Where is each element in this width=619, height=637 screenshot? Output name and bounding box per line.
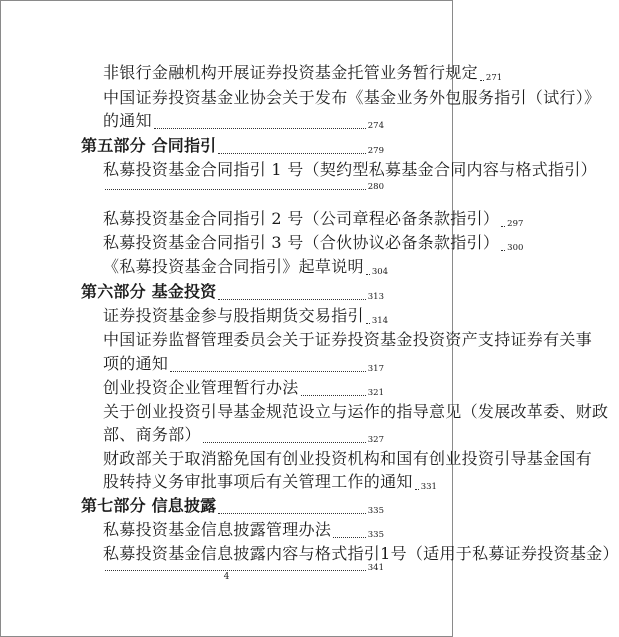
toc-entry[interactable] (103, 254, 389, 277)
toc-entry-title: 私募投资基金信息披露管理办法 (103, 520, 332, 539)
toc-entry-title: 私募投资基金信息披露内容与格式指引1号（适用于私募证券投资基金） (103, 544, 619, 563)
toc-entry[interactable] (103, 60, 503, 83)
toc-part-heading[interactable] (81, 133, 384, 156)
toc-entry-page: 335 (367, 530, 384, 540)
dot-leader (154, 128, 366, 129)
toc-entry-page: 274 (367, 121, 384, 131)
toc-entry-title: 关于创业投资引导基金规范设立与运作的指导意见（发展改革委、财政 (103, 402, 609, 421)
toc-entry-line[interactable] (103, 541, 619, 564)
dot-leader (301, 395, 366, 396)
toc-entry[interactable] (103, 375, 384, 398)
toc-entry-page: 321 (367, 388, 384, 398)
toc-entry[interactable] (103, 469, 437, 492)
toc-part-heading[interactable] (81, 279, 384, 302)
toc-entry-page: 271 (485, 73, 503, 83)
toc-entry-title: 中国证券监督管理委员会关于证券投资基金投资资产支持证券有关事 (103, 330, 593, 349)
toc-entry-page: 331 (420, 482, 437, 492)
toc-entry[interactable] (103, 230, 524, 253)
toc-entry-title: 创业投资企业管理暂行办法 (103, 378, 299, 397)
toc-entry-page: 317 (367, 364, 384, 374)
toc-entry-title: 私募投资基金合同指引 2 号（公司章程必备条款指引） (103, 209, 500, 228)
dot-leader (501, 250, 505, 251)
toc-part-title: 第七部分 信息披露 (81, 496, 217, 515)
toc-entry-title-cont: 部、商务部） (103, 425, 201, 444)
toc-part-title: 第六部分 基金投资 (81, 282, 217, 301)
toc-entry[interactable] (103, 206, 524, 229)
toc-entry-title-cont: 股转持义务审批事项后有关管理工作的通知 (103, 472, 413, 491)
toc-entry-page: 327 (367, 435, 384, 445)
dot-leader (218, 299, 365, 300)
toc-entry-page: 313 (367, 292, 384, 302)
toc-entry-page: 300 (507, 243, 524, 253)
toc-entry-line[interactable] (103, 327, 593, 350)
toc-entry-title-cont: 项的通知 (103, 354, 169, 373)
toc-entry[interactable] (103, 517, 384, 540)
dot-leader (366, 274, 370, 275)
toc-entry-title: 《私募投资基金合同指引》起草说明 (103, 257, 364, 276)
toc-entry-line[interactable] (103, 85, 601, 108)
toc-entry-page: 314 (371, 316, 389, 326)
dot-leader (170, 371, 366, 372)
toc-entry-line[interactable] (103, 399, 609, 422)
toc-entry-title: 非银行金融机构开展证券投资基金托管业务暂行规定 (103, 63, 478, 82)
toc-entry[interactable] (103, 303, 389, 326)
toc-entry-page: 297 (507, 219, 524, 229)
toc-entry-title: 证券投资基金参与股指期货交易指引 (103, 306, 364, 325)
toc-entry-title: 财政部关于取消豁免国有创业投资机构和国有创业投资引导基金国有 (103, 449, 593, 468)
toc-entry-line[interactable] (103, 446, 593, 469)
toc-part-heading[interactable] (81, 493, 384, 516)
dot-leader (366, 323, 370, 324)
toc-entry-line[interactable] (103, 157, 597, 180)
toc-part-title: 第五部分 合同指引 (81, 136, 217, 155)
dot-leader (501, 226, 505, 227)
dot-leader (105, 570, 366, 571)
toc-entry-title: 私募投资基金合同指引 1 号（契约型私募基金合同内容与格式指引） (103, 160, 597, 179)
dot-leader (480, 80, 484, 81)
dot-leader (105, 189, 366, 190)
toc-entry-page: 335 (367, 506, 384, 516)
toc-entry-page: 304 (371, 267, 389, 277)
toc-entry-page: 341 (367, 563, 384, 573)
toc-entry-page: 280 (367, 182, 384, 192)
dot-leader (333, 537, 366, 538)
toc-entry-title: 中国证券投资基金业协会关于发布《基金业务外包服务指引（试行）》 (103, 88, 601, 107)
dot-leader (218, 153, 365, 154)
page-number: 4 (223, 572, 230, 582)
toc-entry-title: 私募投资基金合同指引 3 号（合伙协议必备条款指引） (103, 233, 500, 252)
dot-leader (218, 513, 365, 514)
dot-leader (415, 489, 419, 490)
toc-entry-page: 279 (367, 146, 384, 156)
toc-entry[interactable] (103, 108, 384, 131)
toc-entry[interactable] (103, 422, 384, 445)
toc-entry[interactable] (103, 182, 384, 192)
toc-entry-title-cont: 的通知 (103, 111, 152, 130)
dot-leader (203, 442, 366, 443)
toc-entry[interactable] (103, 351, 384, 374)
